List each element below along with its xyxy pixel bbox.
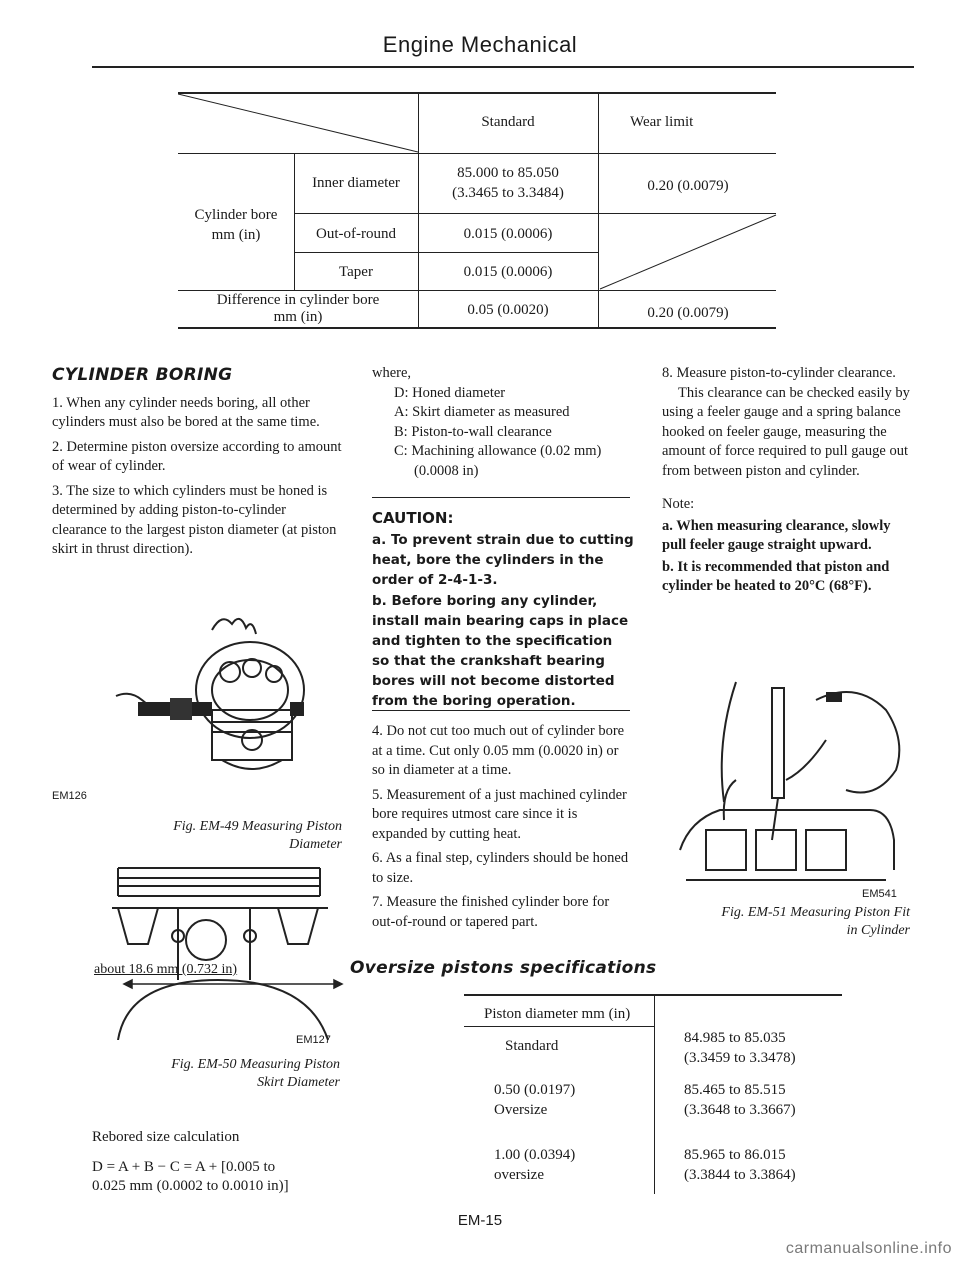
definition-item: B: Piston-to-wall clearance: [394, 423, 552, 440]
rebored-title: Rebored size calculation: [92, 1129, 240, 1145]
caution-item-a: a. To prevent strain due to cutting heat, bore the cylinders in the order of 2-4-1-3.: [372, 532, 634, 588]
out-of-round-standard: 0.015 (0.0006): [463, 226, 553, 242]
table-corner-diagonal: [178, 92, 418, 154]
figure-em51-caption: Fig. EM-51 Measuring Piston Fit in Cylinder: [721, 905, 910, 938]
paragraph-3: 3. The size to which cylinders must be honed is determined by adding piston-to-cylinder clearance to the largest piston diameter (at piston skirt in thrust direction).: [52, 482, 337, 557]
taper-standard: 0.015 (0.0006): [463, 264, 553, 280]
oversize-row-name: 0.50 (0.0197) Oversize: [494, 1082, 576, 1118]
table-wear-diagonal: [598, 213, 778, 291]
figure-em50-caption: Fig. EM-50 Measuring Piston Skirt Diameter: [171, 1057, 340, 1090]
oversize-divider: [654, 994, 655, 1194]
row-label-out-of-round: Out-of-round: [316, 226, 396, 242]
paragraph-4: 4. Do not cut too much out of cylinder bore at a time. Cut only 0.05 mm (0.0020 in) or so in diameter at a time.: [372, 723, 625, 778]
figure-em50-illustration: [88, 860, 346, 1040]
right-column: [662, 364, 912, 602]
oversize-rule-header: [464, 1026, 654, 1027]
paragraph-8: 8. Measure piston-to-cylinder clearance.: [662, 365, 896, 381]
oversize-section-title: Oversize pistons specifications: [350, 958, 657, 978]
inner-diameter-standard: 85.000 to 85.050 (3.3465 to 3.3484): [452, 165, 564, 201]
where-label: where,: [372, 365, 412, 381]
col-header-wear: Wear limit: [630, 114, 694, 130]
table-divider-2: [598, 92, 599, 328]
oversize-row-value: 85.465 to 85.515 (3.3648 to 3.3667): [684, 1082, 796, 1118]
figure-em49-caption: Fig. EM-49 Measuring Piston Diameter: [173, 819, 342, 852]
caution-rule-top: [372, 497, 630, 498]
definition-item: C: Machining allowance (0.02 mm): [394, 443, 602, 459]
paragraph-6: 6. As a final step, cylinders should be honed to size.: [372, 850, 629, 886]
row-label-taper: Taper: [339, 264, 373, 280]
figure-em51-code: EM541: [862, 888, 897, 900]
section-title-cylinder-boring: CYLINDER BORING: [52, 365, 233, 385]
definition-list: [372, 384, 634, 482]
caution-title: CAUTION:: [372, 509, 454, 527]
oversize-row-value: 84.985 to 85.035 (3.3459 to 3.3478): [684, 1030, 796, 1066]
paragraph-7: 7. Measure the finished cylinder bore for out-of-round or tapered part.: [372, 894, 610, 930]
inner-diameter-wear: 0.20 (0.0079): [647, 178, 729, 194]
definition-item: (0.0008 in): [414, 462, 479, 479]
note-item-a: a. When measuring clearance, slowly pull feeler gauge straight upward.: [662, 517, 891, 553]
table-rule-row2: [294, 252, 598, 253]
oversize-header: Piston diameter mm (in): [484, 1006, 631, 1022]
difference-wear: 0.20 (0.0079): [647, 305, 729, 321]
figure-em50-dimension: about 18.6 mm (0.732 in): [94, 962, 238, 977]
paragraph-2: 2. Determine piston oversize according to amount of wear of cylinder.: [52, 438, 342, 474]
middle-column-steps: [372, 722, 634, 937]
paragraph-5: 5. Measurement of a just machined cylinder bore requires utmost care since it is expanded by cutting heat.: [372, 786, 627, 842]
table-rule-bottom: [178, 327, 776, 329]
row-label-difference: Difference in cylinder bore mm (in): [216, 292, 380, 325]
watermark: carmanualsonline.info: [785, 1240, 952, 1257]
paragraph-8-detail: This clearance can be checked easily by using a feeler gauge and a spring balance hooked on feeler gauge, measuring the amount of force required to pull gauge out from between piston and cylinder.: [662, 384, 910, 479]
page-header-title: Engine Mechanical: [382, 32, 578, 57]
definition-item: D: Honed diameter: [394, 384, 506, 401]
middle-column: [372, 364, 634, 495]
definition-item: A: Skirt diameter as measured: [394, 404, 570, 420]
note-title: Note:: [662, 496, 695, 512]
difference-standard: 0.05 (0.0020): [467, 302, 549, 318]
figure-em49-illustration: [112, 610, 348, 782]
rebored-calculation: [92, 1128, 352, 1197]
col-header-standard: Standard: [481, 114, 535, 130]
header-rule: [92, 66, 914, 68]
figure-em51-illustration: [676, 680, 912, 892]
figure-em50-code: EM127: [296, 1034, 331, 1046]
table-rule-header: [178, 153, 776, 154]
caution-item-b: b. Before boring any cylinder, install main bearing caps in place and tighten to the specification so that the crankshaft bearing bores will not become distorted from the boring operation.: [372, 593, 629, 709]
oversize-row-value: 85.965 to 86.015 (3.3844 to 3.3864): [684, 1147, 796, 1183]
paragraph-1: 1. When any cylinder needs boring, all other cylinders must also be bored at the same time.: [52, 394, 320, 430]
row-label-inner-diameter: Inner diameter: [312, 175, 400, 191]
page-number: EM-15: [457, 1212, 503, 1229]
oversize-rule-top: [464, 994, 842, 996]
note-item-b: b. It is recommended that piston and cylinder be heated to 20°C (68°F).: [662, 558, 890, 594]
left-column: [52, 366, 342, 565]
caution-rule-bottom: [372, 710, 630, 711]
oversize-row-name: 1.00 (0.0394) oversize: [494, 1147, 576, 1183]
oversize-row-name: Standard: [505, 1038, 559, 1054]
row-group-label: Cylinder bore mm (in): [194, 207, 278, 243]
figure-em49-code: EM126: [52, 790, 87, 802]
caution-block: [372, 508, 634, 712]
formula: D = A + B − C = A + [0.005 to 0.025 mm (0.0002 to 0.0010 in)]: [92, 1158, 289, 1194]
